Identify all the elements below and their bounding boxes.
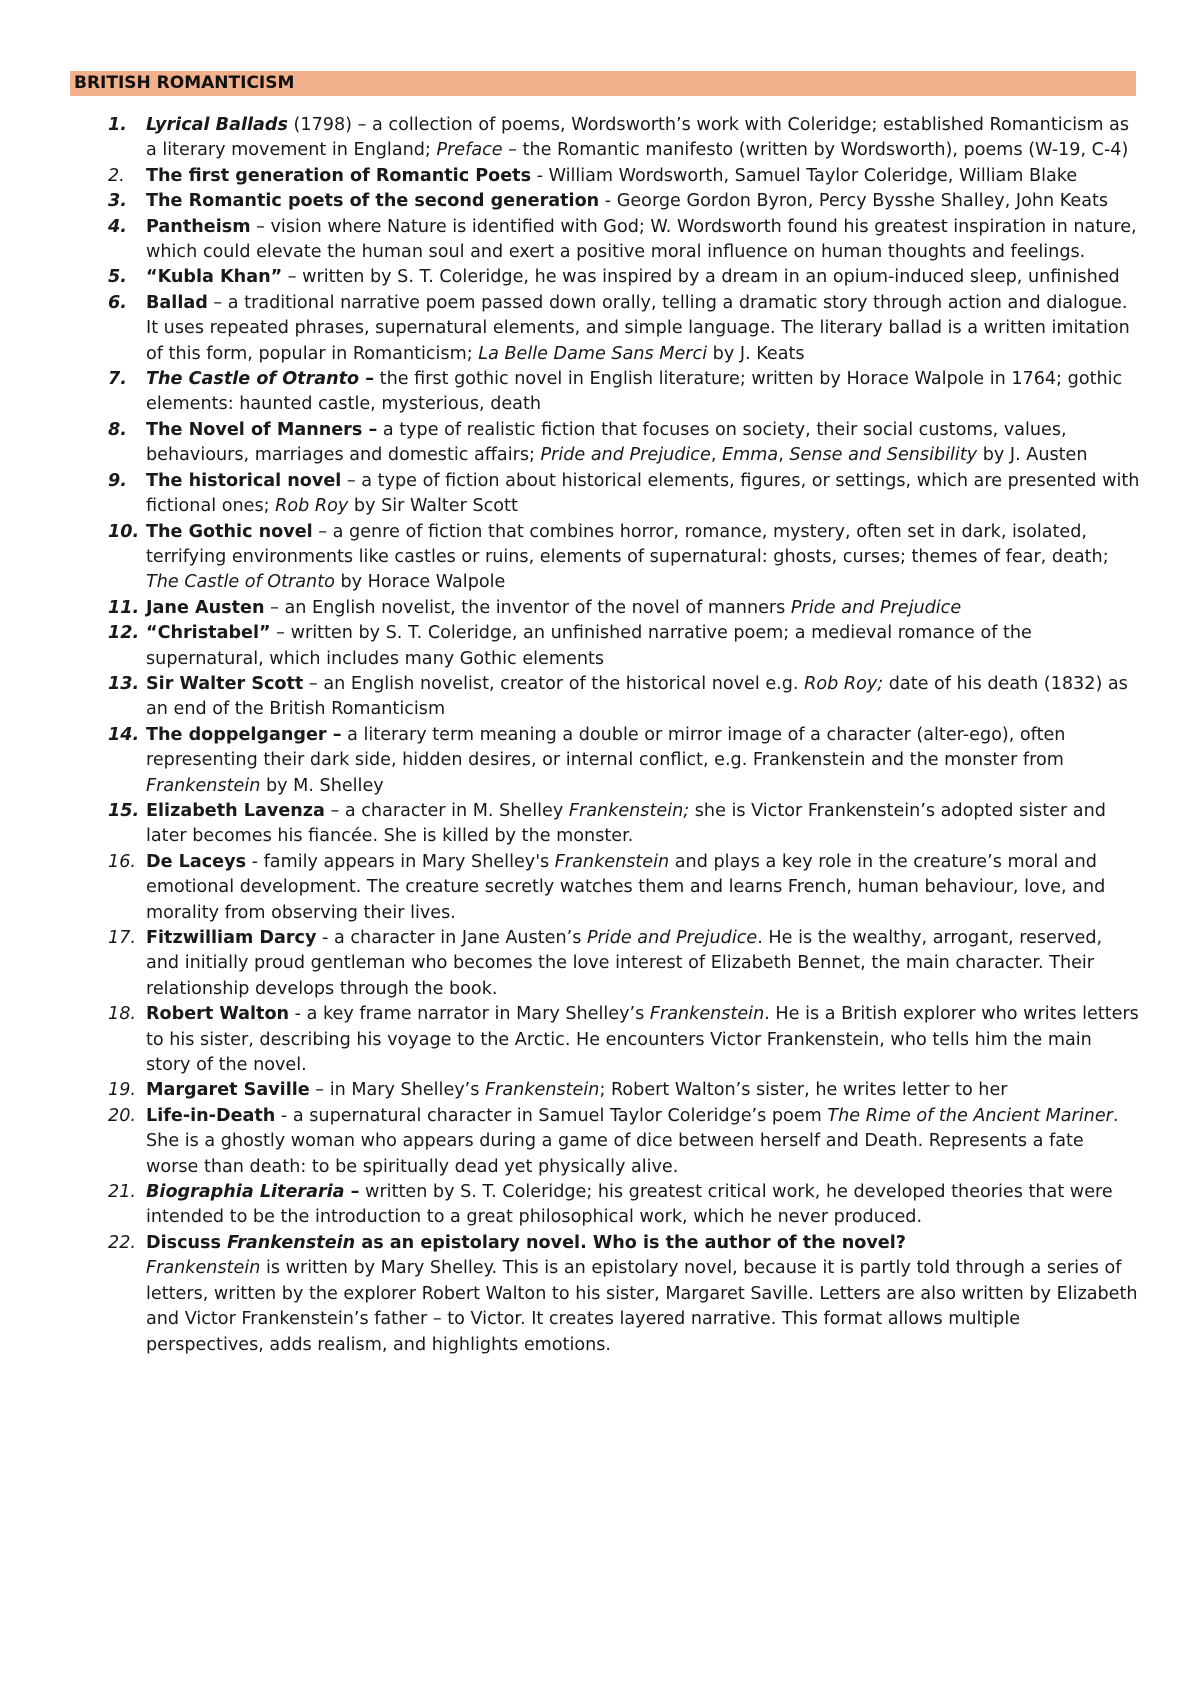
definition-text: – written by S. T. Coleridge, he was inspired by a dream in an opium-induced sleep, unfinished bbox=[282, 267, 1120, 288]
list-item bbox=[70, 265, 1140, 290]
term-bold: “Christabel” bbox=[146, 623, 271, 644]
title-italic: Rob Roy bbox=[275, 496, 349, 517]
term-bold: – bbox=[344, 1182, 360, 1203]
term-bold: as an epistolary novel. Who is the author of the novel? bbox=[355, 1232, 906, 1253]
title-italic: Pride and Prejudice bbox=[586, 928, 758, 948]
item-number: 19. bbox=[108, 1080, 136, 1101]
section-header: BRITISH ROMANTICISM bbox=[70, 71, 1136, 96]
term-bold: The Romantic poets of the second generation bbox=[146, 191, 600, 212]
term-bold-italic: Biographia Literaria bbox=[146, 1182, 345, 1203]
definition-text: she is Victor Frankenstein’s adopted sister and later becomes his fiancée. She is killed by the monster. bbox=[146, 800, 1106, 847]
definition-text: - George Gordon Byron, Percy Bysshe Shalley, John Keats bbox=[599, 191, 1109, 212]
item-number: 13. bbox=[108, 673, 140, 694]
term-bold-italic: Frankenstein bbox=[227, 1232, 356, 1253]
item-number: 7. bbox=[108, 369, 127, 390]
list-item bbox=[70, 520, 1140, 596]
term-bold: The Gothic novel bbox=[146, 521, 313, 542]
term-bold: Robert Walton bbox=[146, 1004, 290, 1025]
definition-text: . He is the wealthy, arrogant, reserved, and initially proud gentleman who becomes the love interest of Elizabeth Bennet, the main character. Their relationship develops through the book. bbox=[146, 928, 1103, 999]
item-number: 20. bbox=[108, 1105, 136, 1126]
title-italic: The Castle of Otranto bbox=[146, 572, 335, 593]
definition-text: is written by Mary Shelley. This is an epistolary novel, because it is partly told through a series of letters, written by the explorer Robert Walton to his sister, Margaret Saville. Letters are also written by Elizabeth and Victor Frankenstein’s father – to Victor. It creates layered narrative. This format allows multiple perspectives, adds realism, and highlights emotions. bbox=[146, 1258, 1138, 1355]
term-bold: Pantheism bbox=[146, 216, 251, 237]
definition-text: . He is a British explorer who writes letters to his sister, describing his voyage to the Arctic. He encounters Victor Frankenstein, who tells him the main story of the novel. bbox=[146, 1004, 1139, 1076]
list-item bbox=[70, 418, 1140, 469]
definition-text: date of his death (1832) as an end of the British Romanticism bbox=[146, 673, 1128, 720]
item-number: 6. bbox=[108, 292, 127, 313]
item-number: 12. bbox=[108, 623, 140, 644]
term-bold: De Laceys bbox=[146, 851, 247, 872]
term-bold: The doppelganger – bbox=[146, 724, 342, 745]
term-bold: The first generation of Romantic Poets bbox=[146, 165, 532, 186]
list-item bbox=[70, 1231, 1140, 1358]
title-italic: Frankenstein bbox=[146, 1258, 261, 1279]
term-bold: Margaret Saville bbox=[146, 1080, 310, 1101]
term-bold: Discuss bbox=[146, 1232, 228, 1253]
item-number: 8. bbox=[108, 419, 127, 440]
list-item bbox=[70, 850, 1140, 926]
definition-text: by J. Keats bbox=[707, 343, 805, 364]
item-number: 3. bbox=[108, 191, 127, 212]
list-item bbox=[70, 1078, 1140, 1103]
item-number: 4. bbox=[108, 216, 127, 237]
item-number: 1. bbox=[108, 115, 127, 135]
definition-text: – vision where Nature is identified with God; W. Wordsworth found his greatest inspiration in nature, which could elevate the human soul and exert a positive moral influence on human thoughts and feelings. bbox=[146, 216, 1137, 263]
item-number: 22. bbox=[108, 1232, 136, 1253]
term-bold-italic: The Castle of Otranto bbox=[146, 369, 360, 390]
definition-text: by M. Shelley bbox=[260, 775, 384, 796]
definition-text: – a character in M. Shelley bbox=[324, 800, 569, 821]
title-italic: Frankenstein bbox=[146, 775, 261, 796]
title-italic: Preface bbox=[436, 140, 503, 161]
item-number: 10. bbox=[108, 521, 140, 542]
list-item bbox=[70, 189, 1140, 214]
term-bold: Ballad bbox=[146, 292, 208, 313]
definition-text: – the Romantic manifesto (written by Wordsworth), poems (W-19, C-4) bbox=[502, 140, 1129, 161]
term-bold: Elizabeth Lavenza bbox=[146, 800, 325, 821]
definition-text: – in Mary Shelley’s bbox=[309, 1080, 486, 1101]
title-italic: Pride and Prejudice bbox=[540, 445, 711, 466]
title-italic: Frankenstein; bbox=[568, 800, 690, 821]
definition-text: (1798) – a collection of poems, Wordsworth’s work with Coleridge; established Romanticism as a literary movement in England; bbox=[146, 115, 1130, 161]
list-item bbox=[70, 799, 1140, 850]
list-item bbox=[70, 723, 1140, 799]
term-bold: – bbox=[359, 369, 375, 390]
definition-text: by Horace Walpole bbox=[334, 572, 506, 593]
list-item bbox=[70, 215, 1140, 266]
definition-text: – an English novelist, creator of the historical novel e.g. bbox=[303, 673, 805, 694]
list-item bbox=[70, 291, 1140, 367]
term-bold-italic: Lyrical Ballads bbox=[146, 115, 288, 135]
item-number: 5. bbox=[108, 267, 127, 288]
definition-text: the first gothic novel in English literature; written by Horace Walpole in 1764; gothic elements: haunted castle, mysterious, death bbox=[146, 369, 1123, 415]
title-italic: Frankenstein bbox=[649, 1004, 765, 1025]
definition-text: a type of realistic fiction that focuses on society, their social customs, values, behaviours, marriages and domestic affairs; bbox=[146, 419, 1067, 466]
definition-text: and plays a key role in the creature’s moral and emotional development. The creature secretly watches them and learns French, human behaviour, love, and morality from observing their lives. bbox=[146, 851, 1106, 923]
list-item bbox=[70, 621, 1140, 672]
term-bold: “Kubla Khan” bbox=[146, 267, 283, 288]
definition-text: – an English novelist, the inventor of the novel of manners bbox=[264, 597, 791, 618]
item-number: 15. bbox=[108, 800, 140, 821]
definition-text: by Sir Walter Scott bbox=[348, 496, 518, 517]
term-bold: Sir Walter Scott bbox=[146, 673, 304, 694]
definition-text: written by S. T. Coleridge; his greatest critical work, he developed theories that were intended to be the introduction to a great philosophical work, which he never produced. bbox=[146, 1182, 1113, 1228]
item-number: 21. bbox=[108, 1182, 136, 1203]
definition-text: - a supernatural character in Samuel Taylor Coleridge’s poem bbox=[275, 1105, 828, 1126]
title-italic: Frankenstein bbox=[554, 851, 670, 872]
title-italic: Frankenstein bbox=[485, 1080, 600, 1101]
definition-text: - a character in Jane Austen’s bbox=[316, 928, 587, 948]
terms-list bbox=[70, 113, 1140, 1358]
item-number: 2. bbox=[108, 165, 125, 186]
definition-text: , bbox=[778, 445, 790, 466]
list-item bbox=[70, 1104, 1140, 1180]
item-number: 9. bbox=[108, 470, 127, 491]
title-italic: Pride and Prejudice bbox=[790, 597, 962, 618]
title-italic: Rob Roy; bbox=[804, 673, 884, 694]
term-bold: The historical novel bbox=[146, 470, 342, 491]
definition-text: a literary term meaning a double or mirror image of a character (alter-ego), often representing their dark side, hidden desires, or internal conflict, e.g. Frankenstein and the monster from bbox=[146, 724, 1066, 771]
definition-text: - William Wordsworth, Samuel Taylor Coleridge, William Blake bbox=[531, 165, 1078, 186]
term-bold: Fitzwilliam Darcy bbox=[146, 928, 317, 948]
item-number: 18. bbox=[108, 1004, 136, 1025]
item-number: 14. bbox=[108, 724, 140, 745]
title-italic: The Rime of the Ancient Mariner bbox=[827, 1105, 1113, 1126]
title-italic: Emma bbox=[722, 445, 779, 466]
definition-text: . She is a ghostly woman who appears during a game of dice between herself and Death. Represents a fate worse than death: to be spiritually dead yet physically alive. bbox=[146, 1105, 1119, 1177]
list-item bbox=[70, 1180, 1140, 1231]
definition-text: - a key frame narrator in Mary Shelley’s bbox=[289, 1004, 650, 1025]
definition-text: by J. Austen bbox=[977, 445, 1088, 466]
list-item bbox=[70, 469, 1140, 520]
definition-text: – written by S. T. Coleridge, an unfinished narrative poem; a medieval romance of the supernatural, which includes many Gothic elements bbox=[146, 623, 1032, 669]
definition-text: , bbox=[710, 445, 722, 466]
definition-text: ; Robert Walton’s sister, he writes letter to her bbox=[599, 1080, 1008, 1101]
list-item bbox=[70, 367, 1140, 418]
list-item bbox=[70, 596, 1140, 621]
item-number: 11. bbox=[108, 597, 140, 618]
list-item bbox=[70, 672, 1140, 723]
title-italic: La Belle Dame Sans Merci bbox=[478, 343, 708, 364]
definition-text: – a genre of fiction that combines horror, romance, mystery, often set in dark, isolated, terrifying environments like castles or ruins, elements of supernatural: ghosts, curses; themes of fear, death; bbox=[146, 521, 1109, 567]
item-number: 17. bbox=[108, 928, 136, 948]
term-bold: The Novel of Manners – bbox=[146, 419, 378, 440]
list-item bbox=[70, 1002, 1140, 1078]
list-item bbox=[70, 926, 1140, 1002]
list-item bbox=[70, 113, 1140, 164]
definition-text: – a type of fiction about historical elements, figures, or settings, which are presented with fictional ones; bbox=[146, 470, 1140, 517]
definition-text: - family appears in Mary Shelley's bbox=[246, 851, 555, 872]
title-italic: Sense and Sensibility bbox=[789, 445, 978, 466]
term-bold: Jane Austen bbox=[146, 597, 265, 618]
item-number: 16. bbox=[108, 851, 136, 872]
definition-text: – a traditional narrative poem passed down orally, telling a dramatic story through action and dialogue. It uses repeated phrases, supernatural elements, and simple language. The literary ballad is a written imitation of this form, popular in Romanticism; bbox=[146, 292, 1130, 364]
list-item bbox=[70, 164, 1140, 189]
term-bold: Life-in-Death bbox=[146, 1105, 276, 1126]
